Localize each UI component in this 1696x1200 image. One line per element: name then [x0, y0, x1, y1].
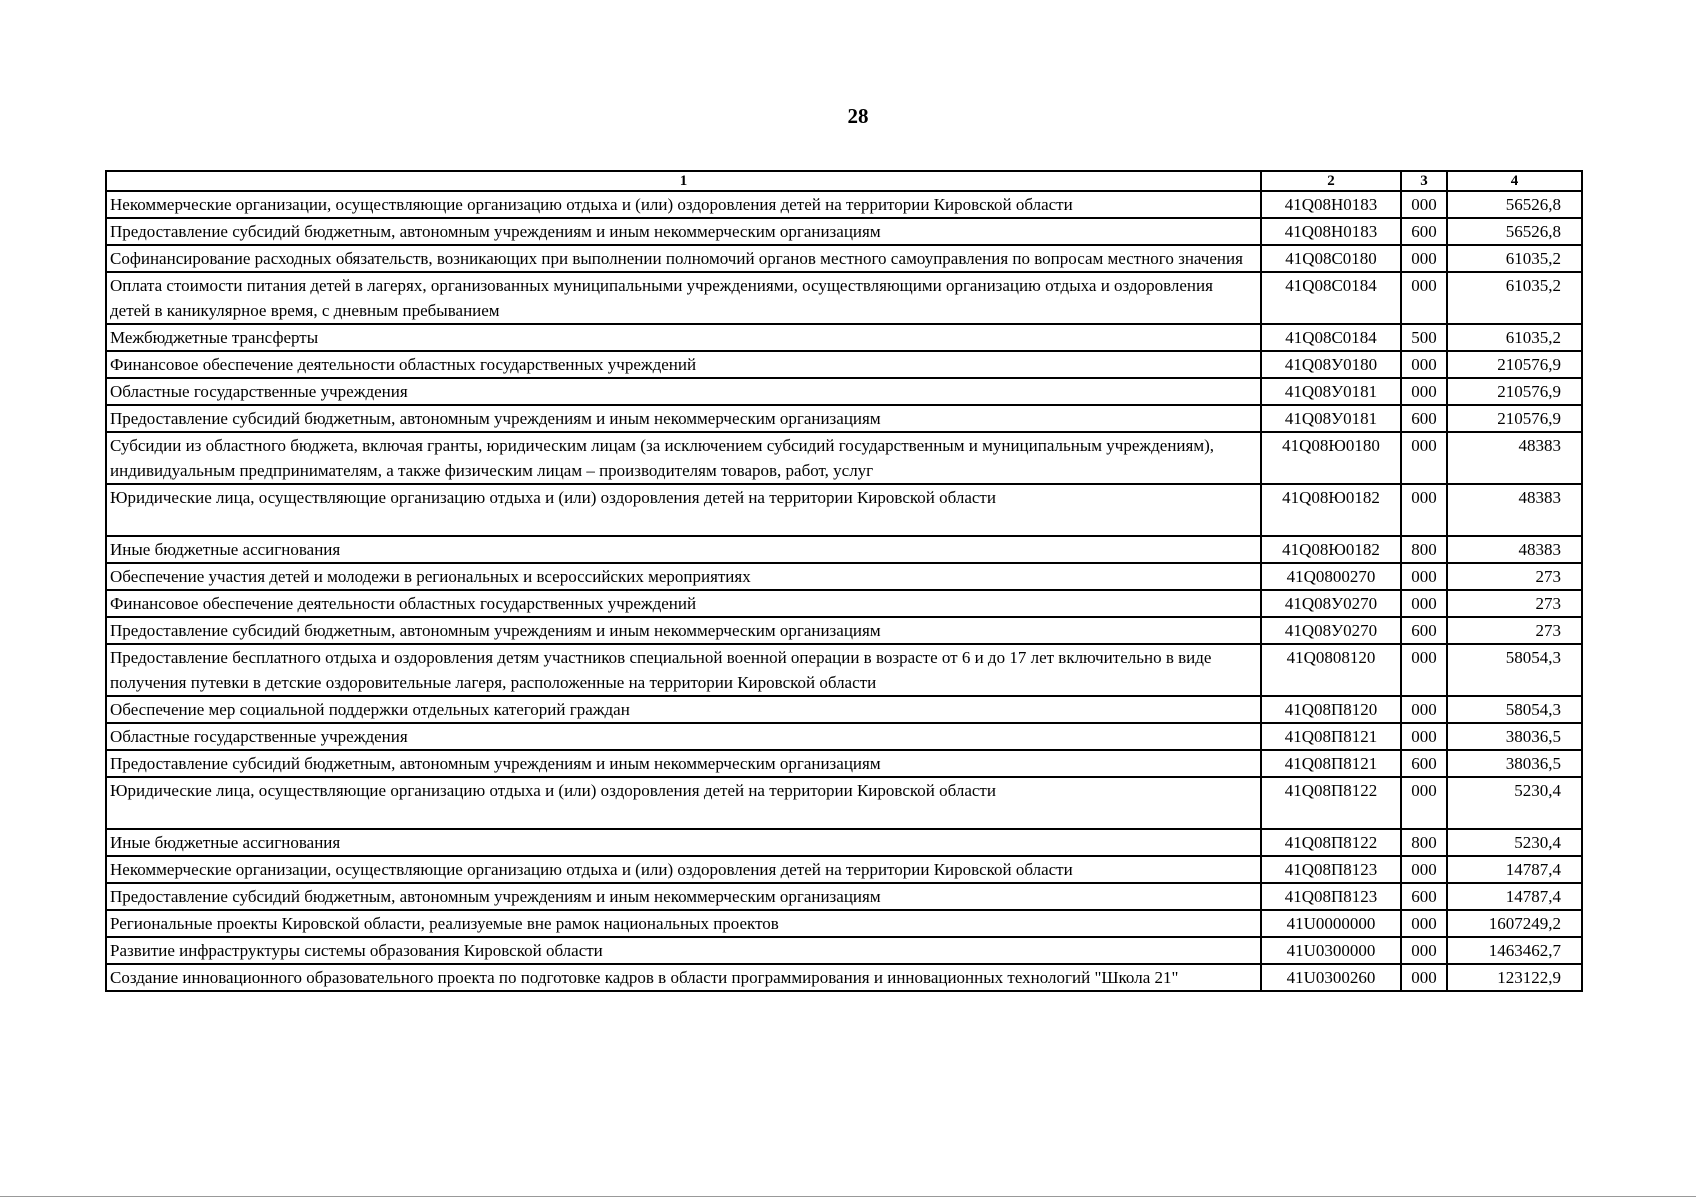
header-col-4: 4 — [1447, 171, 1582, 191]
expense-type-cell: 000 — [1401, 777, 1447, 829]
amount-cell: 48383 — [1447, 536, 1582, 563]
expense-type-cell: 600 — [1401, 405, 1447, 432]
target-code-cell: 41Q0808120 — [1261, 644, 1401, 696]
expense-name-cell: Иные бюджетные ассигнования — [106, 536, 1261, 563]
expense-name-cell: Обеспечение участия детей и молодежи в региональных и всероссийских мероприятиях — [106, 563, 1261, 590]
expense-name-cell: Межбюджетные трансферты — [106, 324, 1261, 351]
amount-cell: 38036,5 — [1447, 723, 1582, 750]
target-code-cell: 41Q08У0270 — [1261, 617, 1401, 644]
expense-type-cell: 500 — [1401, 324, 1447, 351]
expense-type-cell: 600 — [1401, 750, 1447, 777]
amount-cell: 1463462,7 — [1447, 937, 1582, 964]
target-code-cell: 41Q08П8120 — [1261, 696, 1401, 723]
table-row — [106, 829, 1582, 856]
expense-type-cell: 000 — [1401, 191, 1447, 218]
header-col-1: 1 — [106, 171, 1261, 191]
expense-name-cell: Софинансирование расходных обязательств, возникающих при выполнении полномочий органов местного самоуправления по вопросам местного значения — [106, 245, 1261, 272]
expense-name-cell: Некоммерческие организации, осуществляющие организацию отдыха и (или) оздоровления детей на территории Кировской области — [106, 191, 1261, 218]
target-code-cell: 41Q08Н0183 — [1261, 218, 1401, 245]
expense-name-cell: Предоставление субсидий бюджетным, автономным учреждениям и иным некоммерческим организациям — [106, 405, 1261, 432]
expense-name-cell: Областные государственные учреждения — [106, 723, 1261, 750]
header-col-3: 3 — [1401, 171, 1447, 191]
table-row — [106, 617, 1582, 644]
target-code-cell: 41Q08С0184 — [1261, 272, 1401, 324]
expense-name-cell: Развитие инфраструктуры системы образования Кировской области — [106, 937, 1261, 964]
expense-type-cell: 000 — [1401, 910, 1447, 937]
table-row — [106, 910, 1582, 937]
expense-type-cell: 000 — [1401, 964, 1447, 991]
table-row — [106, 484, 1582, 536]
expense-name-cell: Региональные проекты Кировской области, реализуемые вне рамок национальных проектов — [106, 910, 1261, 937]
expense-type-cell: 600 — [1401, 617, 1447, 644]
table-row — [106, 644, 1582, 696]
target-code-cell: 41Q08П8123 — [1261, 883, 1401, 910]
table-row — [106, 378, 1582, 405]
expense-type-cell: 800 — [1401, 536, 1447, 563]
expense-type-cell: 600 — [1401, 883, 1447, 910]
expense-name-cell: Предоставление субсидий бюджетным, автономным учреждениям и иным некоммерческим организациям — [106, 883, 1261, 910]
table-header-row — [106, 171, 1582, 191]
table-row — [106, 856, 1582, 883]
expense-type-cell: 000 — [1401, 245, 1447, 272]
target-code-cell: 41Q08С0180 — [1261, 245, 1401, 272]
table-row — [106, 964, 1582, 991]
amount-cell: 38036,5 — [1447, 750, 1582, 777]
target-code-cell: 41Q08Н0183 — [1261, 191, 1401, 218]
expense-name-cell: Субсидии из областного бюджета, включая гранты, юридическим лицам (за исключением субсидий государственным и муниципальным учреждениям), индивидуальным предпринимателям, а также физическим лицам – производителям товаров, работ, услуг — [106, 432, 1261, 484]
expense-type-cell: 600 — [1401, 218, 1447, 245]
amount-cell: 14787,4 — [1447, 883, 1582, 910]
expense-type-cell: 000 — [1401, 484, 1447, 536]
amount-cell: 61035,2 — [1447, 245, 1582, 272]
amount-cell: 123122,9 — [1447, 964, 1582, 991]
expense-type-cell: 000 — [1401, 644, 1447, 696]
target-code-cell: 41U0000000 — [1261, 910, 1401, 937]
target-code-cell: 41Q0800270 — [1261, 563, 1401, 590]
table-row — [106, 324, 1582, 351]
expense-name-cell: Финансовое обеспечение деятельности областных государственных учреждений — [106, 351, 1261, 378]
expense-type-cell: 000 — [1401, 272, 1447, 324]
expense-type-cell: 800 — [1401, 829, 1447, 856]
amount-cell: 210576,9 — [1447, 351, 1582, 378]
target-code-cell: 41Q08Ю0182 — [1261, 484, 1401, 536]
amount-cell: 273 — [1447, 563, 1582, 590]
table-row — [106, 937, 1582, 964]
expense-name-cell: Предоставление бесплатного отдыха и оздоровления детям участников специальной военной операции в возрасте от 6 и до 17 лет включительно в виде получения путевки в детские оздоровительные лагеря, расположенные на территории Кировской области — [106, 644, 1261, 696]
expense-type-cell: 000 — [1401, 856, 1447, 883]
amount-cell: 5230,4 — [1447, 777, 1582, 829]
target-code-cell: 41Q08П8123 — [1261, 856, 1401, 883]
table-row — [106, 750, 1582, 777]
target-code-cell: 41Q08П8122 — [1261, 829, 1401, 856]
expense-type-cell: 000 — [1401, 563, 1447, 590]
table-row — [106, 777, 1582, 829]
amount-cell: 5230,4 — [1447, 829, 1582, 856]
target-code-cell: 41Q08У0270 — [1261, 590, 1401, 617]
expense-name-cell: Обеспечение мер социальной поддержки отдельных категорий граждан — [106, 696, 1261, 723]
expense-name-cell: Некоммерческие организации, осуществляющие организацию отдыха и (или) оздоровления детей на территории Кировской области — [106, 856, 1261, 883]
table-row — [106, 696, 1582, 723]
target-code-cell: 41U0300000 — [1261, 937, 1401, 964]
amount-cell: 58054,3 — [1447, 696, 1582, 723]
target-code-cell: 41Q08У0181 — [1261, 378, 1401, 405]
amount-cell: 273 — [1447, 617, 1582, 644]
table-row — [106, 563, 1582, 590]
expense-type-cell: 000 — [1401, 432, 1447, 484]
expense-name-cell: Областные государственные учреждения — [106, 378, 1261, 405]
target-code-cell: 41Q08У0180 — [1261, 351, 1401, 378]
amount-cell: 210576,9 — [1447, 378, 1582, 405]
amount-cell: 56526,8 — [1447, 218, 1582, 245]
target-code-cell: 41Q08П8122 — [1261, 777, 1401, 829]
page-number: 28 — [847, 104, 869, 128]
table-row — [106, 272, 1582, 324]
expense-name-cell: Предоставление субсидий бюджетным, автономным учреждениям и иным некоммерческим организациям — [106, 617, 1261, 644]
table-body — [106, 191, 1582, 991]
amount-cell: 48383 — [1447, 432, 1582, 484]
expense-type-cell: 000 — [1401, 590, 1447, 617]
table-row — [106, 883, 1582, 910]
table-row — [106, 218, 1582, 245]
amount-cell: 61035,2 — [1447, 324, 1582, 351]
expense-name-cell: Финансовое обеспечение деятельности областных государственных учреждений — [106, 590, 1261, 617]
expense-type-cell: 000 — [1401, 351, 1447, 378]
table-row — [106, 191, 1582, 218]
expense-name-cell: Иные бюджетные ассигнования — [106, 829, 1261, 856]
table-row — [106, 536, 1582, 563]
table-row — [106, 432, 1582, 484]
table-row — [106, 245, 1582, 272]
expense-name-cell: Создание инновационного образовательного проекта по подготовке кадров в области программирования и инновационных технологий "Школа 21" — [106, 964, 1261, 991]
expense-type-cell: 000 — [1401, 378, 1447, 405]
target-code-cell: 41Q08П8121 — [1261, 750, 1401, 777]
header-col-2: 2 — [1261, 171, 1401, 191]
budget-table — [105, 170, 1583, 992]
amount-cell: 58054,3 — [1447, 644, 1582, 696]
expense-name-cell: Предоставление субсидий бюджетным, автономным учреждениям и иным некоммерческим организациям — [106, 750, 1261, 777]
amount-cell: 14787,4 — [1447, 856, 1582, 883]
target-code-cell: 41Q08Ю0180 — [1261, 432, 1401, 484]
target-code-cell: 41Q08У0181 — [1261, 405, 1401, 432]
target-code-cell: 41U0300260 — [1261, 964, 1401, 991]
expense-type-cell: 000 — [1401, 723, 1447, 750]
bottom-rule — [0, 1196, 1696, 1197]
amount-cell: 61035,2 — [1447, 272, 1582, 324]
target-code-cell: 41Q08С0184 — [1261, 324, 1401, 351]
amount-cell: 48383 — [1447, 484, 1582, 536]
expense-name-cell: Оплата стоимости питания детей в лагерях, организованных муниципальными учреждениями, осуществляющими организацию отдыха и оздоровления детей в каникулярное время, с дневным пребыванием — [106, 272, 1261, 324]
amount-cell: 273 — [1447, 590, 1582, 617]
expense-name-cell: Юридические лица, осуществляющие организацию отдыха и (или) оздоровления детей на территории Кировской области — [106, 484, 1261, 536]
table-row — [106, 723, 1582, 750]
expense-name-cell: Предоставление субсидий бюджетным, автономным учреждениям и иным некоммерческим организациям — [106, 218, 1261, 245]
amount-cell: 1607249,2 — [1447, 910, 1582, 937]
amount-cell: 210576,9 — [1447, 405, 1582, 432]
target-code-cell: 41Q08П8121 — [1261, 723, 1401, 750]
table-row — [106, 590, 1582, 617]
table-row — [106, 405, 1582, 432]
expense-type-cell: 000 — [1401, 937, 1447, 964]
expense-name-cell: Юридические лица, осуществляющие организацию отдыха и (или) оздоровления детей на территории Кировской области — [106, 777, 1261, 829]
target-code-cell: 41Q08Ю0182 — [1261, 536, 1401, 563]
table-row — [106, 351, 1582, 378]
expense-type-cell: 000 — [1401, 696, 1447, 723]
amount-cell: 56526,8 — [1447, 191, 1582, 218]
